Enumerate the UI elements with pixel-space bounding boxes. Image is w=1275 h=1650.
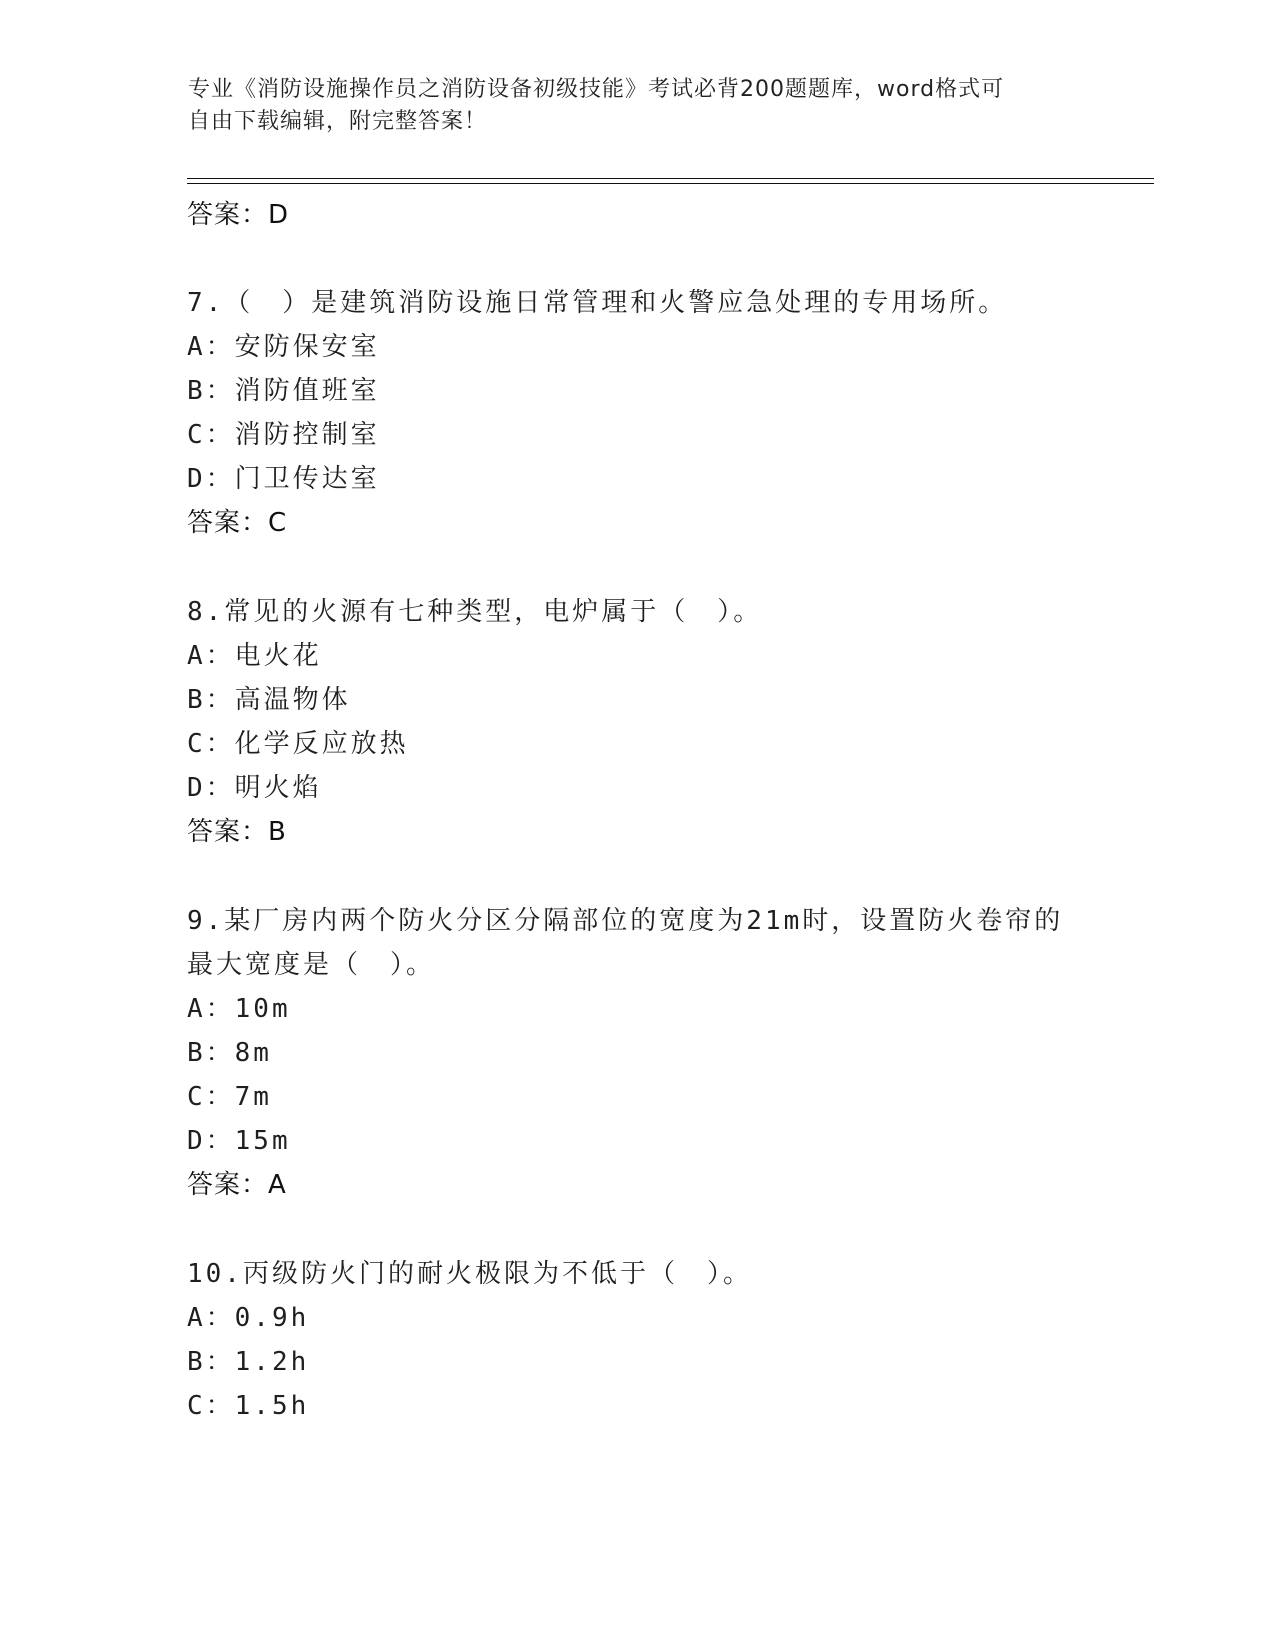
question-8-option-b: B：高温物体: [187, 685, 351, 715]
header-rule-top: [187, 178, 1154, 179]
question-9-answer: 答案：A: [187, 1170, 287, 1200]
question-9-option-a: A：10m: [187, 994, 291, 1024]
question-10-option-a: A：0.9h: [187, 1303, 310, 1333]
header-rule-bottom: [187, 183, 1154, 184]
question-7-text: 7.（ ）是建筑消防设施日常管理和火警应急处理的专用场所。: [187, 288, 1008, 318]
question-7-option-a: A：安防保安室: [187, 332, 380, 362]
question-10-option-c: C：1.5h: [187, 1391, 310, 1421]
previous-answer: 答案：D: [187, 200, 290, 230]
header-line-2: 自由下载编辑，附完整答案！: [188, 109, 488, 134]
question-9-text-line-2: 最大宽度是（ ）。: [187, 950, 436, 980]
question-8-text: 8.常见的火源有七种类型，电炉属于（ ）。: [187, 597, 763, 627]
question-8-answer: 答案：B: [187, 817, 287, 847]
question-8-option-a: A：电火花: [187, 641, 322, 671]
question-10-text: 10.丙级防火门的耐火极限为不低于（ ）。: [187, 1259, 752, 1289]
question-7-answer: 答案：C: [187, 508, 288, 538]
question-8-option-d: D：明火焰: [187, 773, 322, 803]
question-7-option-b: B：消防值班室: [187, 376, 380, 406]
document-header: [188, 74, 1088, 138]
header-line-1: 专业《消防设施操作员之消防设备初级技能》考试必背200题题库，word格式可: [188, 77, 1005, 102]
question-7-option-c: C：消防控制室: [187, 420, 380, 450]
question-8-option-c: C：化学反应放热: [187, 729, 409, 759]
question-9-option-c: C：7m: [187, 1082, 272, 1112]
question-7-option-d: D：门卫传达室: [187, 464, 380, 494]
question-9-option-d: D：15m: [187, 1126, 291, 1156]
question-10-option-b: B：1.2h: [187, 1347, 310, 1377]
question-9-option-b: B：8m: [187, 1038, 272, 1068]
question-9-text-line-1: 9.某厂房内两个防火分区分隔部位的宽度为21m时，设置防火卷帘的: [187, 906, 1064, 936]
